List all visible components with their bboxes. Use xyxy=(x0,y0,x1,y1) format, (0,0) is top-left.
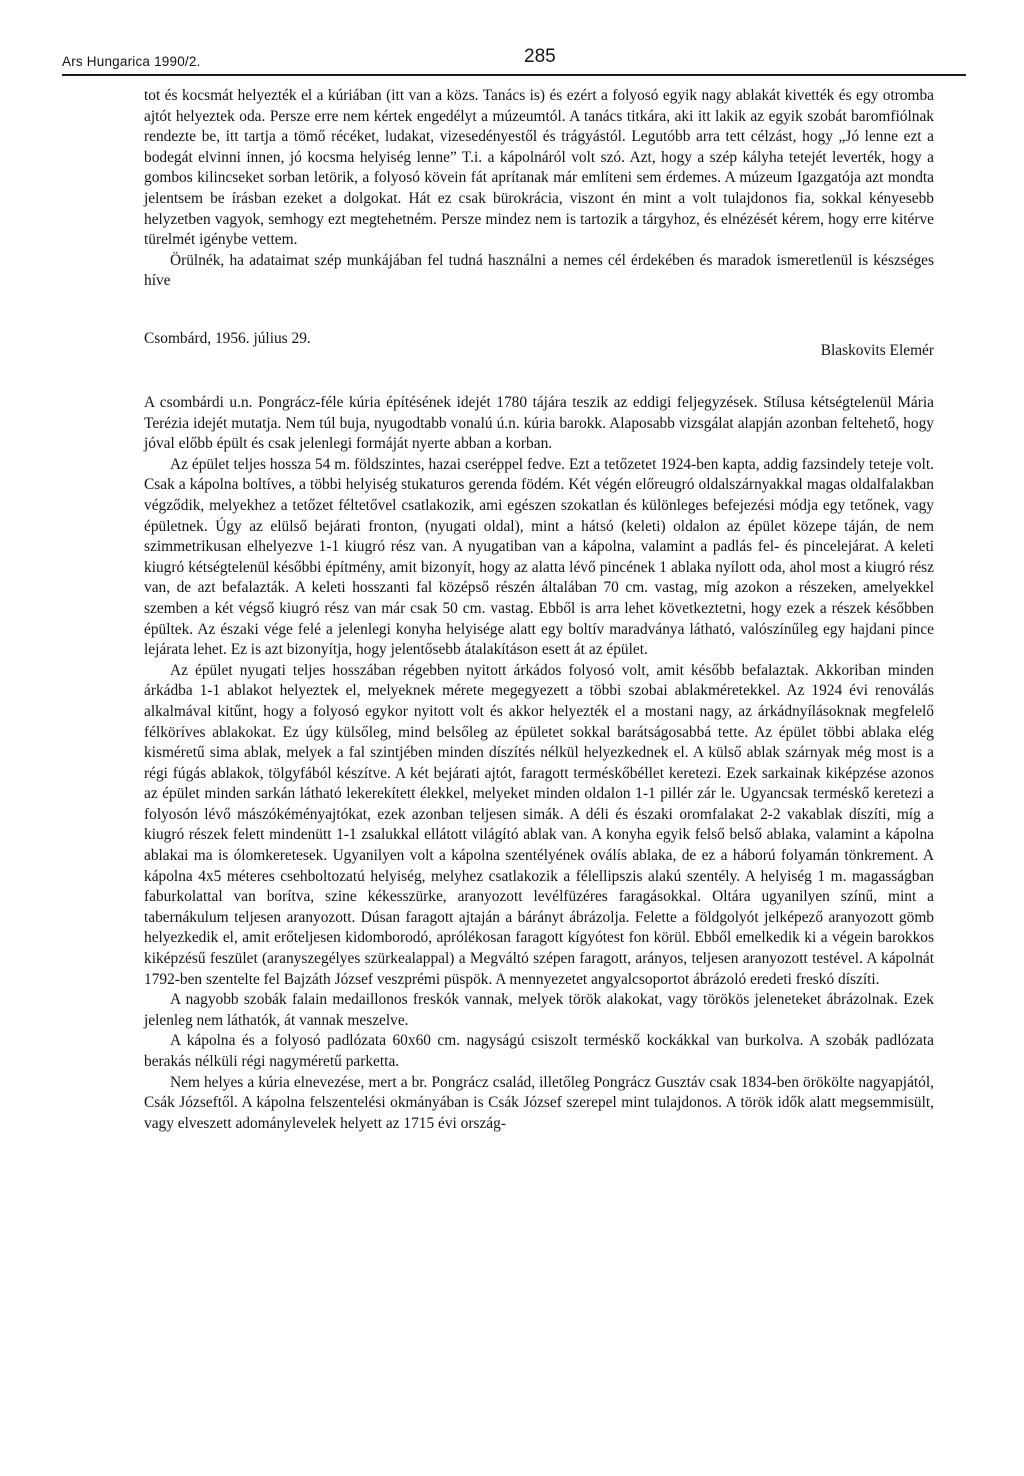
article-paragraph: A csombárdi u.n. Pongrácz-féle kúria építésének idejét 1780 tájára teszik az eddigi feljegyzések. Stílusa kétségtelenül Mária Terézia idejét mutatja. Nem túl buja, nyugodtabb vonalú ú.n. kúria barokk. Alaposabb vizsgálat alapján azonban feltehető, hogy jóval előbb épült és csak jelenlegi formáját nyerte abban a korban. xyxy=(144,394,934,453)
letter-author: Blaskovits Elemér xyxy=(820,342,934,359)
article-paragraph: A kápolna és a folyosó padlózata 60x60 cm. nagyságú csiszolt terméskő kockákkal van burkolva. A szobák padlózata berakás nélküli régi nagyméretű parketta. xyxy=(144,1032,934,1070)
running-header xyxy=(62,46,966,76)
article-text xyxy=(144,393,934,1134)
article-paragraph: Nem helyes a kúria elnevezése, mert a br. Pongrácz család, illetőleg Pongrácz Gusztáv csak 1834-ben örökölte nagyapjától, Csák Józseftől. A kápolna felszentelési okmányában is Csák József szerepel mint tulajdonos. A török idők alatt megsemmisült, vagy elveszett adománylevelek helyett az 1715 évi ország- xyxy=(144,1073,934,1132)
letter-signoff xyxy=(144,330,934,362)
article-paragraph: Az épület teljes hossza 54 m. földszintes, hazai cseréppel fedve. Ezt a tetőzetet 1924-ben kapta, addig fazsindely teteje volt. Csak a kápolna boltíves, a többi helyiség stukaturos gerenda födém. Két végén előreugró oldalszárnyakkal magas oldalfalakban végződik, melyekhez a tetőzet féltetővel csatlakozik, ami egészen szokatlan és különleges befejezési módja egy tetőnek, vagy épületnek. Úgy az elülső bejárati fronton, (nyugati oldal), mint a hátsó (keleti) oldalon az épület közepe táján, de nem szimmetrikusan elhelyezve 1-1 kiugró rész van. A nyugatiban van a kápolna, valamint a padlás fel- és pincelejárat. A keleti kiugró kétségtelenül későbbi építmény, amit bizonyít, hogy az alatta lévő pincének 1 ablaka nyílott oda, ahol most a kiugró rész van, de azt befalazták. A keleti hosszanti fal középső részén általában 70 cm. vastag, míg azokon a részeken, amelyekkel szemben a két végső kiugró rész van már csak 50 cm. vastag. Ebből is arra lehet következtetni, hogy ezek a részek későbben épültek. Az északi vége felé a jelenlegi konyha helyisége alatt egy boltív maradványa látható, valószínűleg egy hajdani pince lejárata lehet. Ez is azt bizonyítja, hogy jelentősebb átalakításon esett át az épület. xyxy=(144,455,934,659)
page-number: 285 xyxy=(524,46,556,67)
article-paragraph: A nagyobb szobák falain medaillonos freskók vannak, melyek török alakokat, vagy törökös jeleneteket ábrázolnak. Ezek jelenleg nem láthatók, át vannak meszelve. xyxy=(144,991,934,1029)
letter-paragraph: Örülnék, ha adataimat szép munkájában fel tudná használni a nemes cél érdekében és maradok ismeretlenül is készséges híve xyxy=(144,251,934,290)
letter-text xyxy=(144,86,934,292)
journal-title: Ars Hungarica 1990/2. xyxy=(62,54,201,69)
article-paragraph: Az épület nyugati teljes hosszában régebben nyitott árkádos folyosó volt, amit később befalaztak. Akkoriban minden árkádba 1-1 ablakot helyeztek el, melyeknek mérete megegyezett a többi szobai ablakméretekkel. Az 1924 évi renoválás alkalmával kitűnt, hogy a folyosó egykor nyitott volt és akkor helyezték el a mostani nagy, az árkádnyílásoknak megfelelő félköríves ablakokat. Ez úgy külsőleg, mind belsőleg az épületet sokkal barátságosabbá tette. Az épület többi ablaka elég kisméretű sima ablak, melyek a fal szintjében minden díszítés nélkül helyezkednek el. A külső ablak szárnyak még most is a régi fúgás ablakok, tölgyfából készítve. A két bejárati ajtót, faragott terméskőbéllet keretezi. Ezek sarkainak kiképzése azonos az épület minden sarkán látható lekerekített élekkel, melyeket minden oldalon 1-1 pillér zár le. Ugyancsak terméskő keretezi a folyosón lévő mászókéményajtókat, ezek azonban teljesen simák. A déli és északi oromfalakat 2-2 vakablak díszíti, míg a kiugró részek felett mindenütt 1-1 zsalukkal ellátott világító ablak van. A konyha egyik felső belső ablaka, valamint a kápolna ablakai ma is ólomkeretesek. Ugyanilyen volt a kápolna szentélyének oválís ablaka, de ez a háború folyamán tönkrement. A kápolna 4x5 méteres csehboltozatú helyiség, melyhez csatlakozik a félellipszis alakú szentély. A helyiség 1 m. magasságban faburkolattal van borítva, szine kékesszürke, aranyozott levélfüzéres faragásokkal. Oltára ugyanilyen színű, mint a tabernákulum teljesen aranyozott. Dúsan faragott ajtaján a bárányt ábrázolja. Felette a földgolyót jelképező aranyozott gömb helyezkedik el, amit erőteljesen kidomborodó, aprólékosan faragott kígyótest fon körül. Ebből emelkedik ki a végein barokkos kiképzésű feszület (aranyszegélyes szürkealappal) a Megváltó szépen faragott, arányos, teljesen aranyozott testével. A kápolnát 1792-ben szentelte fel Bajzáth József veszprémi püspök. A mennyezetet angyalcsoportot ábrázoló eredeti freskó díszíti. xyxy=(144,661,934,988)
place-date: Csombárd, 1956. július 29. xyxy=(144,330,311,347)
letter-paragraph: tot és kocsmát helyezték el a kúriában (itt van a közs. Tanács is) és ezért a folyosó egyik nagy ablakát kivették és egy otromba ajtót helyeztek oda. Persze erre nem kértek engedélyt a múzeumtól. A tanács titkára, aki itt lakik az egyik szobát baromfiólnak rendezte be, itt tartja a tömő récéket, ludakat, vizesedényestől és trágyástól. Legutóbb arra tett célzást, hogy „Jó lenne ezt a bodegát elvinni innen, jó kocsma helyiség lenne” T.i. a kápolnáról volt szó. Azt, hogy a szép kályha tetejét leverték, hogy a gombos kilincseket sorban letörik, a folyosó kövein fát aprítanak már említeni sem érdemes. A múzeum Igazgatója azt mondta jelentsem be írásban ezeket a dolgokat. Hát ez csak bürokrácia, viszont én mint a volt tulajdonos fia, sokkal kényesebb helyzetben vagyok, semhogy ezt megtehetném. Persze mindez nem is tartozik a tárgyhoz, és elnézését kérem, hogy erre kitérve türelmét igénybe vettem. xyxy=(144,87,934,249)
